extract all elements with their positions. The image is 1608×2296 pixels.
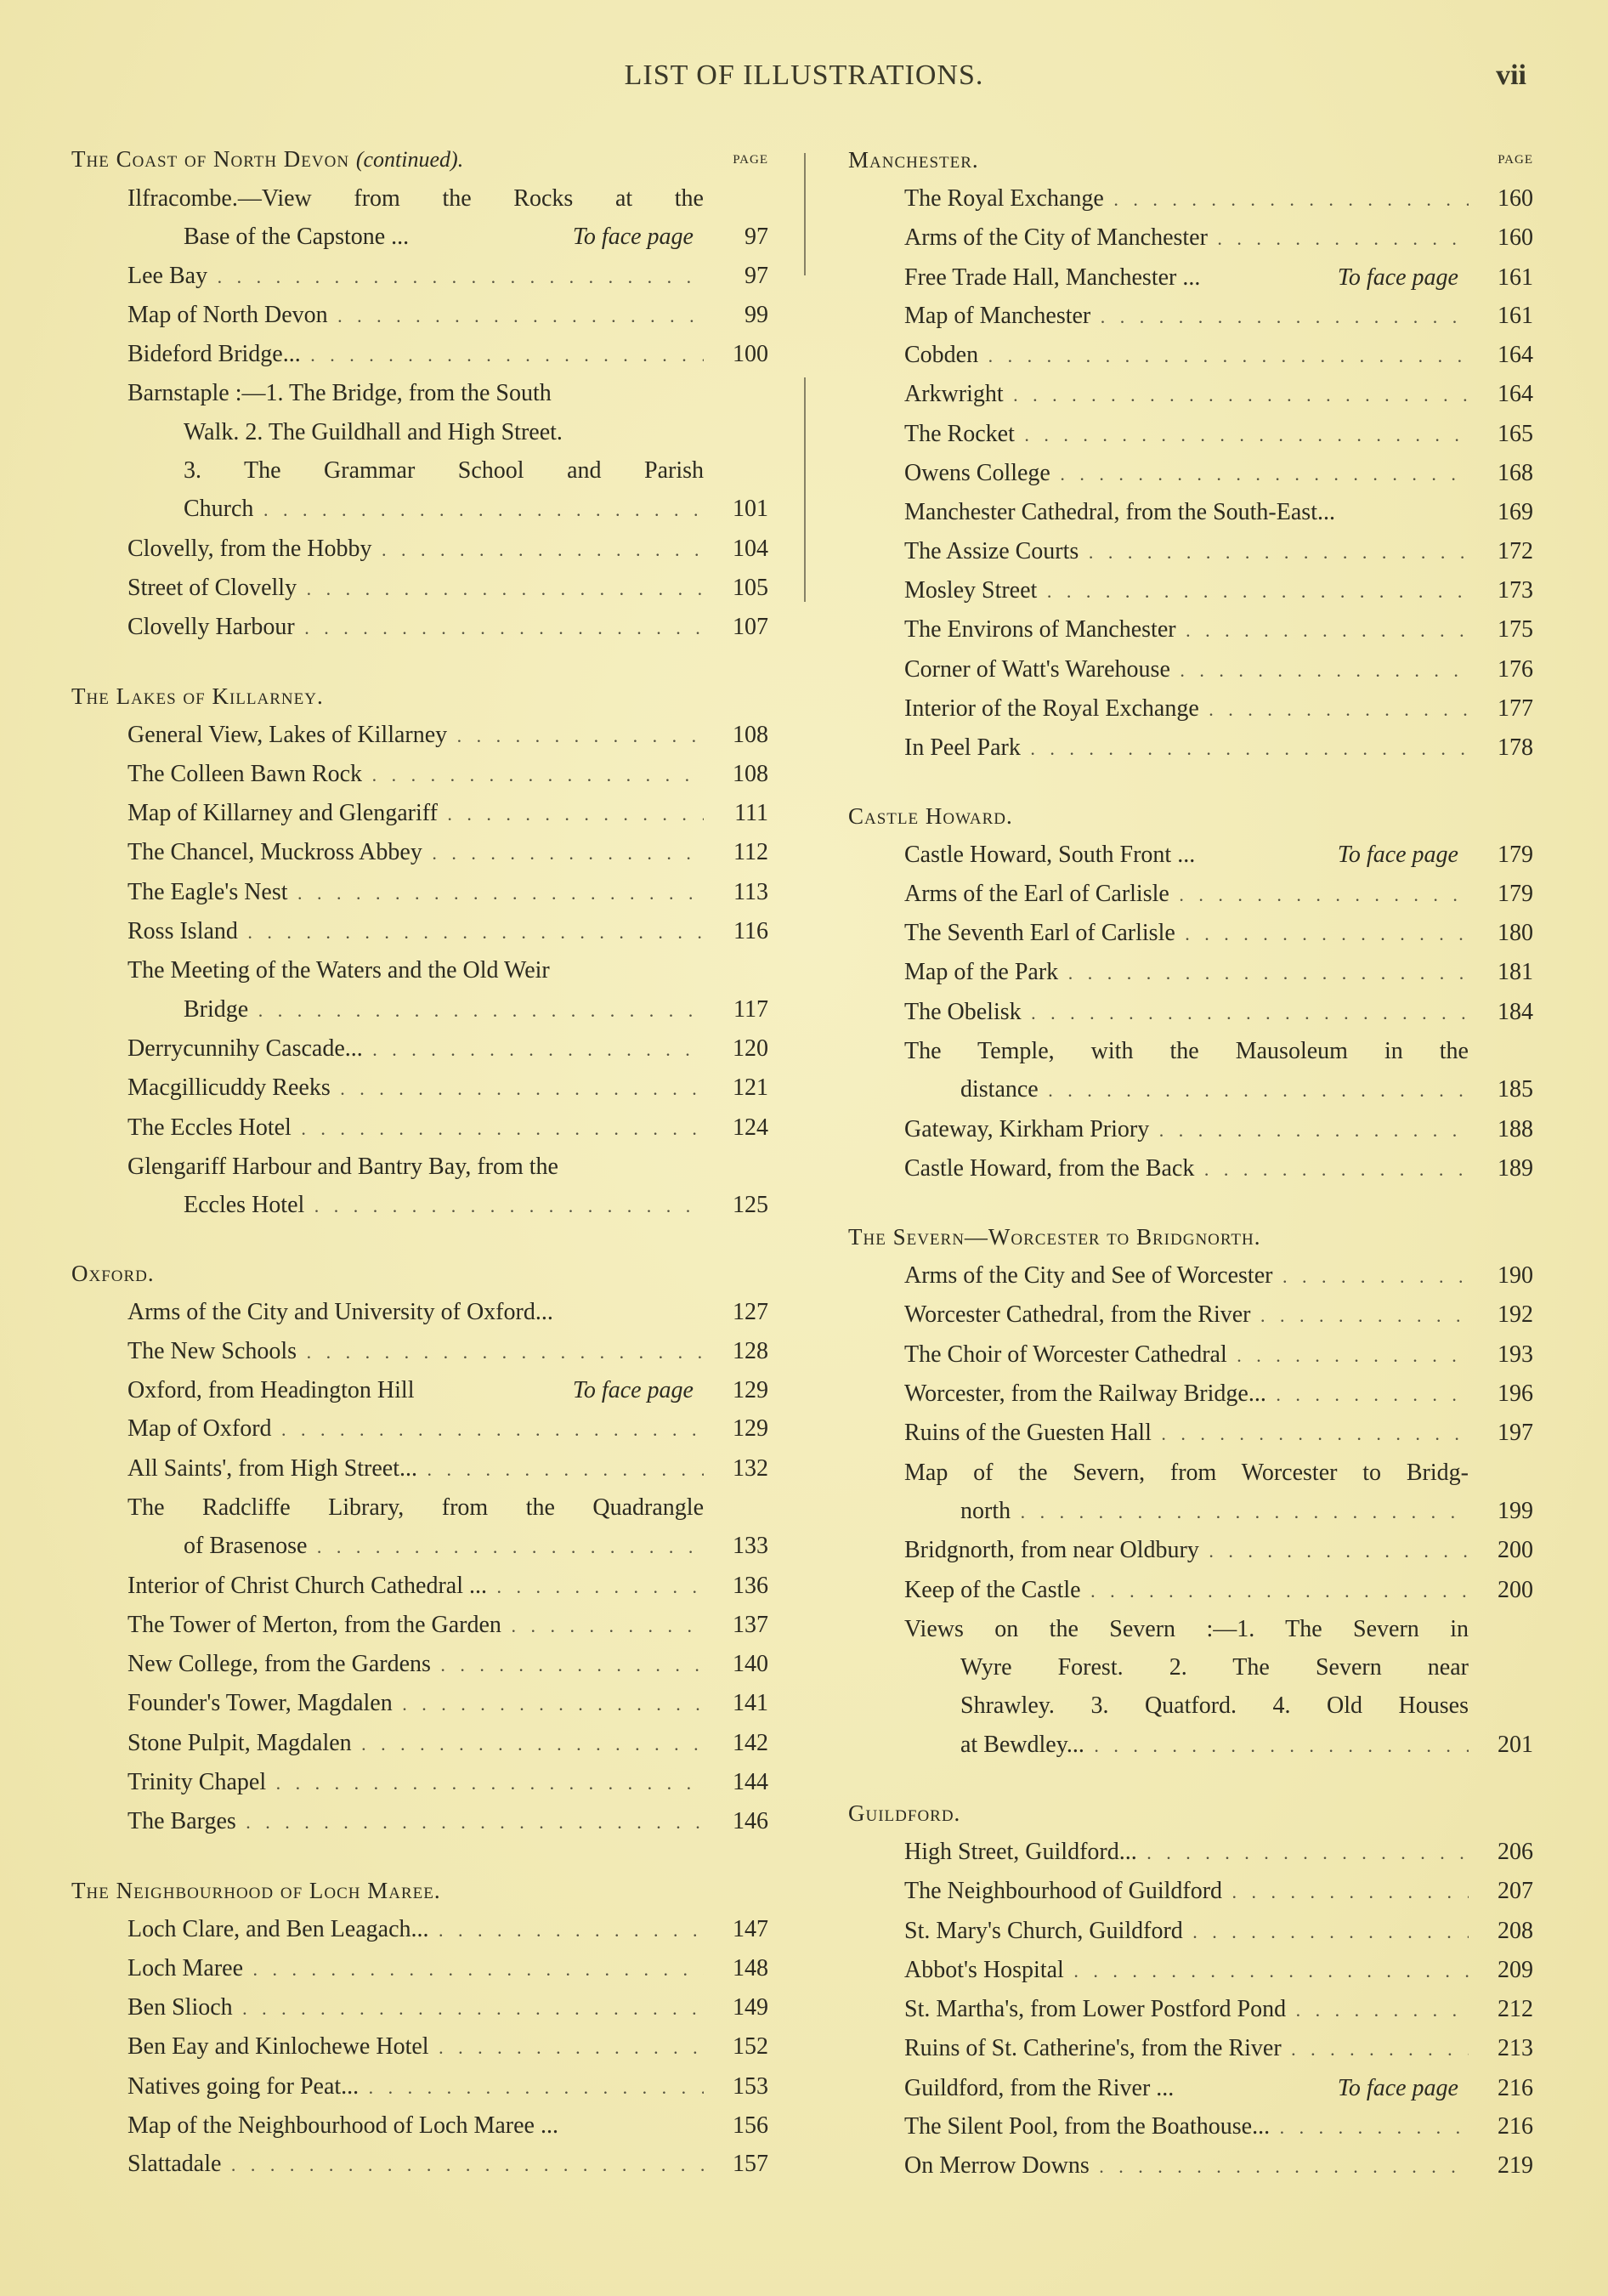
entry-text: Ross Island . . . <box>127 912 704 951</box>
to-face-page-note: To face page <box>572 1377 694 1404</box>
list-item <box>127 530 768 569</box>
list-item <box>904 1951 1533 1990</box>
list-item <box>904 1990 1533 2029</box>
entry-text: Stone Pulpit, Magdalen . . . <box>127 1724 704 1763</box>
page-ref: 113 <box>733 878 768 905</box>
list-item <box>904 2107 1533 2146</box>
page-ref: 212 <box>1498 1996 1533 2023</box>
entry-text: The Eccles Hotel . . . <box>127 1108 704 1148</box>
entry-text: Trinity Chapel . . . <box>127 1763 704 1802</box>
page-ref: 147 <box>733 1915 768 1942</box>
page-ref: 132 <box>733 1454 768 1482</box>
entry-text: Bideford Bridge... . . . <box>127 335 704 374</box>
section-heading <box>848 1794 1533 1833</box>
list-item <box>127 1409 768 1448</box>
section-title: The Neighbourhood of Loch Maree. <box>71 1877 441 1903</box>
page-ref: 140 <box>733 1651 768 1678</box>
page-ref: 201 <box>1498 1731 1533 1758</box>
entry-text: Keep of the Castle . . . <box>904 1571 1469 1610</box>
list-item <box>904 179 1533 218</box>
list-item <box>127 1567 768 1606</box>
entry-line: 3. The Grammar School and Parish <box>184 457 704 485</box>
to-face-page-note: To face page <box>1337 2074 1458 2101</box>
page-ref: 172 <box>1498 537 1533 564</box>
entry-text: Macgillicuddy Reeks . . . <box>127 1069 704 1108</box>
entry-text: north . . . <box>960 1492 1469 1531</box>
section-heading <box>71 140 768 179</box>
entry-text: Bridgnorth, from near Oldbury . . . <box>904 1531 1469 1570</box>
list-item <box>127 794 768 833</box>
section-north-devon <box>71 140 768 648</box>
entry-text: Arms of the City and University of Oxford... <box>127 1299 553 1326</box>
entry-text: The Obelisk . . . <box>904 993 1469 1032</box>
page-ref: 199 <box>1498 1497 1533 1524</box>
list-item <box>127 1029 768 1069</box>
section-title: Guildford. <box>848 1800 961 1826</box>
page-ref: 156 <box>733 2112 768 2140</box>
page-ref: 144 <box>733 1768 768 1795</box>
section-loch-maree <box>71 1871 768 2185</box>
entry-text: Abbot's Hospital . . . <box>904 1951 1469 1990</box>
entry-line: Ilfracombe.—View from the Rocks at the <box>127 185 704 212</box>
entry-text: Oxford, from Headington Hill <box>127 1377 415 1404</box>
page-ref: 136 <box>733 1572 768 1599</box>
page-ref: 124 <box>733 1114 768 1141</box>
page-ref: 179 <box>1498 880 1533 907</box>
list-item <box>127 1069 768 1108</box>
list-item <box>904 1414 1533 1453</box>
list-item <box>127 1606 768 1645</box>
list-item <box>904 1833 1533 1872</box>
list-item <box>127 335 768 374</box>
page-ref: 101 <box>733 496 768 523</box>
list-item <box>960 1492 1533 1531</box>
page-ref: 207 <box>1498 1878 1533 1905</box>
section-killarney <box>71 677 768 1226</box>
entry-text: Slattadale . . . <box>127 2145 704 2184</box>
entry-text: Interior of the Royal Exchange . . . <box>904 689 1469 728</box>
entry-text: Castle Howard, South Front ... <box>904 842 1196 869</box>
list-item <box>127 1108 768 1148</box>
entry-text: Arms of the Earl of Carlisle . . . <box>904 875 1469 914</box>
page-ref: 127 <box>733 1299 768 1326</box>
page-ref: 200 <box>1498 1576 1533 1603</box>
page-ref: 112 <box>733 839 768 866</box>
entry-text: Map of North Devon . . . <box>127 296 704 335</box>
list-item <box>904 1295 1533 1335</box>
to-face-page-note: To face page <box>1337 264 1458 291</box>
list-item <box>904 1335 1533 1375</box>
entry-text: Clovelly, from the Hobby . . . <box>127 530 704 569</box>
entry-text: Natives going for Peat... . . . <box>127 2067 704 2106</box>
entry-text: The New Schools . . . <box>127 1332 704 1371</box>
entry-text: Derrycunnihy Cascade... . . . <box>127 1029 704 1069</box>
page-ref: 180 <box>1498 920 1533 947</box>
list-item <box>904 1872 1533 1911</box>
list-item <box>904 571 1533 610</box>
list-item <box>127 1684 768 1723</box>
entry-text: Ruins of St. Catherine's, from the River . . . <box>904 2029 1469 2068</box>
list-item <box>184 1527 768 1566</box>
page-ref: 165 <box>1498 420 1533 447</box>
list-item <box>184 990 768 1029</box>
page-ref: 107 <box>733 614 768 641</box>
page-column-label: PAGE <box>733 153 768 167</box>
entry-text: distance . . . <box>960 1070 1469 1109</box>
page-number: vii <box>1496 60 1526 91</box>
entry-text: General View, Lakes of Killarney . . . <box>127 716 704 755</box>
page-ref: 189 <box>1498 1154 1533 1182</box>
section-title: The Coast of North Devon <box>71 146 350 172</box>
entry-text: Church . . . <box>184 490 704 529</box>
page-ref: 105 <box>733 574 768 601</box>
entry-text: Clovelly Harbour . . . <box>127 608 704 647</box>
list-item <box>904 375 1533 414</box>
page-ref: 164 <box>1498 381 1533 408</box>
entry-line: Barnstaple :—1. The Bridge, from the South <box>127 380 552 407</box>
entry-text: Mosley Street . . . <box>904 571 1469 610</box>
entry-text: The Choir of Worcester Cathedral . . . <box>904 1335 1469 1375</box>
list-item <box>904 1110 1533 1149</box>
entry-text: The Eagle's Nest . . . <box>127 873 704 912</box>
list-item <box>904 875 1533 914</box>
entry-text: High Street, Guildford... . . . <box>904 1833 1469 1872</box>
entry-text: Founder's Tower, Magdalen . . . <box>127 1684 704 1723</box>
page-ref: 164 <box>1498 342 1533 369</box>
to-face-page-note: To face page <box>572 224 694 251</box>
list-item <box>184 218 768 256</box>
list-item <box>127 1293 768 1331</box>
entry-line: The Meeting of the Waters and the Old Weir <box>127 957 550 984</box>
list-item <box>127 1763 768 1802</box>
entry-text: The Rocket . . . <box>904 415 1469 454</box>
left-column <box>71 140 768 2185</box>
page-ref: 178 <box>1498 734 1533 762</box>
entry-text: Map of Oxford . . . <box>127 1409 704 1448</box>
page-ref: 219 <box>1498 2152 1533 2180</box>
list-item <box>184 1186 768 1225</box>
page-ref: 141 <box>733 1690 768 1717</box>
entry-text: Worcester, from the Railway Bridge... . . . <box>904 1375 1469 1414</box>
list-item <box>904 650 1533 689</box>
list-item <box>904 1912 1533 1951</box>
list-item <box>127 1332 768 1371</box>
page-ref: 197 <box>1498 1420 1533 1447</box>
section-title: Oxford. <box>71 1261 155 1287</box>
list-item <box>904 493 1533 531</box>
entry-text: Bridge . . . <box>184 990 704 1029</box>
entry-line: Glengariff Harbour and Bantry Bay, from the <box>127 1153 558 1180</box>
page-ref: 161 <box>1498 302 1533 329</box>
page-ref: 208 <box>1498 1917 1533 1944</box>
entry-text: New College, from the Gardens . . . <box>127 1645 704 1684</box>
entry-line: Map of the Severn, from Worcester to Bridg- <box>904 1459 1469 1486</box>
list-item <box>904 1149 1533 1188</box>
entry-text: All Saints', from High Street... . . . <box>127 1449 704 1488</box>
page-ref: 108 <box>733 760 768 787</box>
page-ref: 137 <box>733 1611 768 1638</box>
list-item <box>904 993 1533 1032</box>
page-ref: 153 <box>733 2072 768 2100</box>
right-column <box>848 140 1533 2186</box>
section-heading <box>71 1254 768 1293</box>
list-item <box>904 2069 1533 2107</box>
list-item <box>904 258 1533 297</box>
list-item <box>127 912 768 951</box>
page-ref: 168 <box>1498 460 1533 487</box>
page-ref: 120 <box>733 1035 768 1062</box>
section-title: Manchester. <box>848 147 979 173</box>
entry-text: St. Mary's Church, Guildford . . . <box>904 1912 1469 1951</box>
page-ref: 121 <box>733 1074 768 1102</box>
entry-text: Interior of Christ Church Cathedral ... . . . <box>127 1567 704 1606</box>
list-item <box>127 755 768 794</box>
page-ref: 216 <box>1498 2113 1533 2140</box>
list-item <box>127 1724 768 1763</box>
page-ref: 175 <box>1498 616 1533 643</box>
list-item <box>127 1949 768 1988</box>
entry-text: Castle Howard, from the Back . . . <box>904 1149 1469 1188</box>
list-item <box>127 873 768 912</box>
list-item <box>184 490 768 529</box>
entry-text: The Environs of Manchester . . . <box>904 610 1469 649</box>
list-item <box>127 1910 768 1949</box>
list-item <box>904 218 1533 258</box>
page-ref: 148 <box>733 1954 768 1981</box>
entry-text: The Seventh Earl of Carlisle . . . <box>904 914 1469 953</box>
entry-text: Ben Slioch . . . <box>127 1988 704 2027</box>
page-ref: 125 <box>733 1192 768 1219</box>
page-column-label: PAGE <box>1498 153 1533 167</box>
entry-text: The Barges . . . <box>127 1802 704 1841</box>
list-item <box>127 569 768 608</box>
page-ref: 128 <box>733 1337 768 1364</box>
entry-line: Walk. 2. The Guildhall and High Street. <box>184 418 563 445</box>
section-heading <box>848 140 1533 179</box>
page-ref: 193 <box>1498 1341 1533 1368</box>
entry-text: Loch Maree . . . <box>127 1949 704 1988</box>
list-item <box>127 1988 768 2027</box>
page-ref: 184 <box>1498 998 1533 1025</box>
list-item <box>127 2027 768 2066</box>
entry-text: Street of Clovelly . . . <box>127 569 704 608</box>
entry-text: of Brasenose . . . <box>184 1527 704 1566</box>
list-item <box>127 1371 768 1409</box>
entry-text: Arms of the City of Manchester . . . <box>904 218 1469 258</box>
entry-text: Loch Clare, and Ben Leagach... . . . <box>127 1910 704 1949</box>
entry-text: The Chancel, Muckross Abbey . . . <box>127 833 704 872</box>
page-ref: 116 <box>733 918 768 945</box>
running-title: LIST OF ILLUSTRATIONS. <box>624 60 984 91</box>
section-title: The Severn—Worcester to Bridgnorth. <box>848 1224 1261 1250</box>
entry-line: The Temple, with the Mausoleum in the <box>904 1037 1469 1064</box>
section-title: Castle Howard. <box>848 803 1013 830</box>
continued-note: (continued). <box>355 147 464 172</box>
section-title: The Lakes of Killarney. <box>71 683 324 709</box>
list-item <box>904 2029 1533 2068</box>
entry-text: Map of the Park . . . <box>904 953 1469 992</box>
section-castle-howard <box>848 797 1533 1188</box>
entry-text: The Assize Courts . . . <box>904 532 1469 571</box>
list-item <box>904 532 1533 571</box>
entry-text: Worcester Cathedral, from the River . . . <box>904 1295 1469 1335</box>
page-ref: 192 <box>1498 1301 1533 1329</box>
list-item <box>960 1726 1533 1765</box>
list-item <box>127 833 768 872</box>
entry-text: Arms of the City and See of Worcester . . . <box>904 1256 1469 1295</box>
entry-text: Corner of Watt's Warehouse . . . <box>904 650 1469 689</box>
entry-text: Lee Bay . . . <box>127 257 704 296</box>
entry-text: Ben Eay and Kinlochewe Hotel . . . <box>127 2027 704 2066</box>
page-ref: 97 <box>745 224 768 251</box>
entry-text: Arkwright . . . <box>904 375 1469 414</box>
to-face-page-note: To face page <box>1337 842 1458 869</box>
entry-line: Wyre Forest. 2. The Severn near <box>960 1654 1469 1681</box>
entry-text: Ruins of the Guesten Hall . . . <box>904 1414 1469 1453</box>
entry-text: St. Martha's, from Lower Postford Pond . . . <box>904 1990 1469 2029</box>
section-severn <box>848 1217 1533 1765</box>
section-manchester <box>848 140 1533 768</box>
page-ref: 104 <box>733 535 768 562</box>
list-item <box>127 2145 768 2184</box>
entry-text: The Tower of Merton, from the Garden . . . <box>127 1606 704 1645</box>
page-ref: 99 <box>745 301 768 328</box>
section-heading <box>71 677 768 716</box>
list-item <box>127 1449 768 1488</box>
entry-text: In Peel Park . . . <box>904 728 1469 768</box>
entry-text: Map of the Neighbourhood of Loch Maree ... <box>127 2112 558 2140</box>
page-ref: 190 <box>1498 1262 1533 1290</box>
entry-text: Base of the Capstone ... <box>184 224 410 251</box>
page-ref: 152 <box>733 2033 768 2061</box>
page-ref: 206 <box>1498 1838 1533 1865</box>
page-ref: 117 <box>733 995 768 1023</box>
page-ref: 142 <box>733 1729 768 1756</box>
page-ref: 188 <box>1498 1115 1533 1142</box>
entry-text: The Royal Exchange . . . <box>904 179 1469 218</box>
list-item <box>904 914 1533 953</box>
page-ref: 173 <box>1498 576 1533 604</box>
entry-text: at Bewdley... . . . <box>960 1726 1469 1765</box>
column-rule <box>804 153 806 2193</box>
list-item <box>127 1802 768 1841</box>
page-ref: 200 <box>1498 1537 1533 1564</box>
entry-line: The Radcliffe Library, from the Quadrangle <box>127 1494 704 1521</box>
entry-text: Free Trade Hall, Manchester ... <box>904 264 1201 291</box>
section-oxford <box>71 1254 768 1841</box>
page-ref: 181 <box>1498 959 1533 986</box>
page-ref: 169 <box>1498 499 1533 526</box>
list-item <box>904 836 1533 874</box>
page-ref: 160 <box>1498 224 1533 252</box>
page-ref: 216 <box>1498 2074 1533 2101</box>
entry-text: Map of Manchester . . . <box>904 297 1469 336</box>
list-item <box>127 257 768 296</box>
section-heading <box>848 1217 1533 1256</box>
list-item <box>904 953 1533 992</box>
page-ref: 146 <box>733 1808 768 1835</box>
entry-text: The Neighbourhood of Guildford . . . <box>904 1872 1469 1911</box>
page-ref: 185 <box>1498 1076 1533 1103</box>
list-item <box>904 415 1533 454</box>
page-ref: 176 <box>1498 655 1533 683</box>
list-item <box>904 1256 1533 1295</box>
entry-text: Map of Killarney and Glengariff . . . <box>127 794 704 833</box>
list-item <box>127 1645 768 1684</box>
page-ref: 179 <box>1498 842 1533 869</box>
page-ref: 161 <box>1498 264 1533 291</box>
list-item <box>127 716 768 755</box>
page-ref: 196 <box>1498 1380 1533 1408</box>
section-guildford <box>848 1794 1533 2186</box>
list-item <box>904 728 1533 768</box>
list-item <box>904 610 1533 649</box>
list-item <box>127 608 768 647</box>
entry-text: On Merrow Downs . . . <box>904 2146 1469 2185</box>
page-ref: 97 <box>745 262 768 289</box>
list-item <box>904 2146 1533 2185</box>
list-item <box>904 1571 1533 1610</box>
list-item <box>904 454 1533 493</box>
list-item <box>904 336 1533 375</box>
list-item <box>960 1070 1533 1109</box>
section-heading <box>71 1871 768 1910</box>
page-ref: 209 <box>1498 1956 1533 1983</box>
entry-text: Eccles Hotel . . . <box>184 1186 704 1225</box>
page-ref: 111 <box>734 800 768 827</box>
entry-line: Views on the Severn :—1. The Severn in <box>904 1615 1469 1642</box>
page-ref: 129 <box>733 1377 768 1404</box>
list-item <box>127 296 768 335</box>
page-ref: 177 <box>1498 694 1533 722</box>
entry-text: Cobden . . . <box>904 336 1469 375</box>
list-item <box>127 2106 768 2145</box>
list-item <box>904 1531 1533 1570</box>
section-heading <box>848 797 1533 836</box>
page-ref: 100 <box>733 341 768 368</box>
entry-text: Owens College . . . <box>904 454 1469 493</box>
page-ref: 129 <box>733 1415 768 1443</box>
page-ref: 213 <box>1498 2035 1533 2062</box>
entry-line: Shrawley. 3. Quatford. 4. Old Houses <box>960 1692 1469 1720</box>
entry-text: The Colleen Bawn Rock . . . <box>127 755 704 794</box>
page-ref: 108 <box>733 721 768 748</box>
list-item <box>904 1375 1533 1414</box>
page-ref: 149 <box>733 1994 768 2021</box>
entry-text: The Silent Pool, from the Boathouse... . . . <box>904 2107 1469 2146</box>
list-item <box>904 689 1533 728</box>
page-ref: 157 <box>733 2151 768 2178</box>
entry-text: Guildford, from the River ... <box>904 2074 1175 2101</box>
page-ref: 160 <box>1498 185 1533 212</box>
entry-text: Gateway, Kirkham Priory . . . <box>904 1110 1469 1149</box>
entry-text: Manchester Cathedral, from the South-East... <box>904 499 1335 526</box>
list-item <box>904 297 1533 336</box>
list-item <box>127 2067 768 2106</box>
page-ref: 133 <box>733 1533 768 1560</box>
